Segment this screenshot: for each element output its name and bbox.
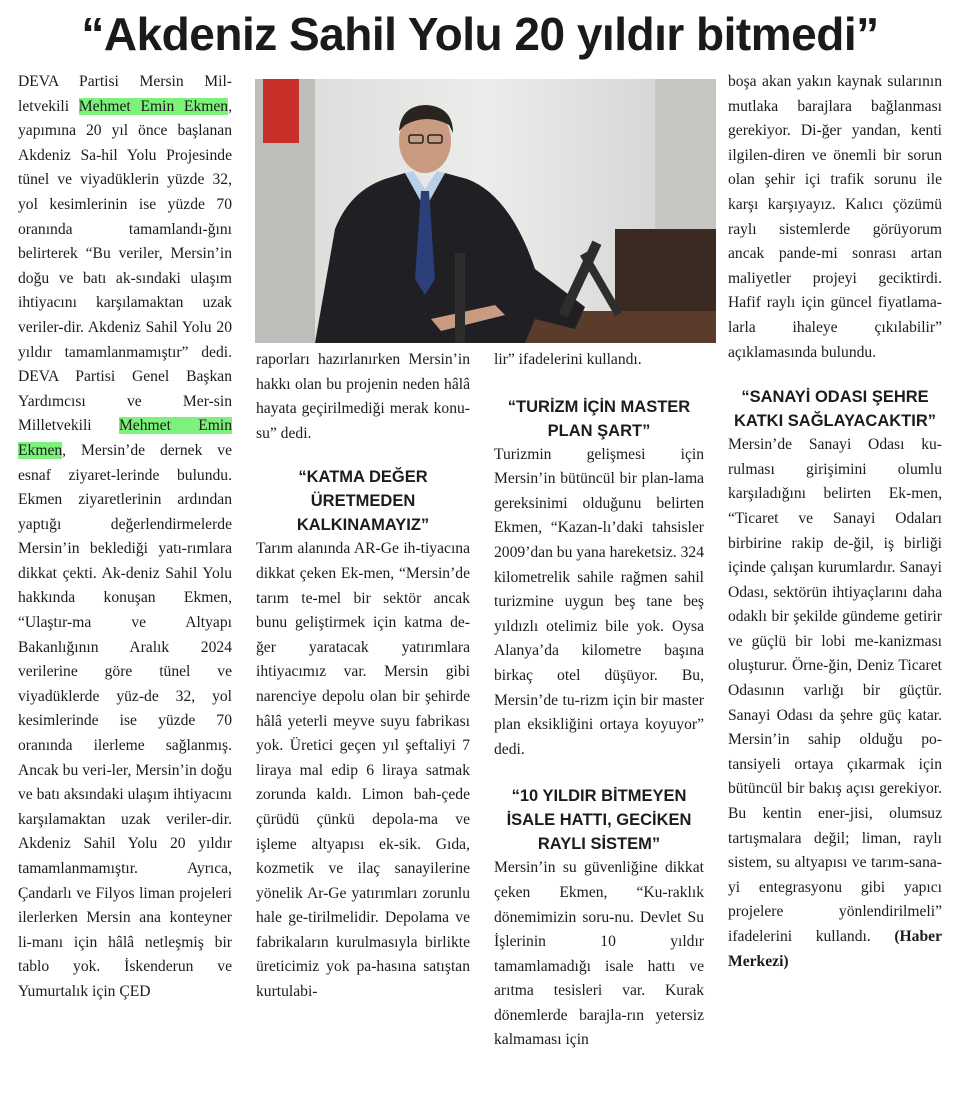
headline: “Akdeniz Sahil Yolu 20 yıldır bitmedi” [81,8,879,60]
politician-photo [255,79,716,343]
section-heading: “10 YILDIR BİTMEYEN İSALE HATTI, GECİKEN RAYLI SİSTEM” [506,787,692,854]
paragraph: boşa akan yakın kaynak sularının mutlaka barajlara bağlanması gerekiyor. Di-ğer yandan, kenti ilgilen-diren ve önemli bir sorun olan şehir içi trafik sorunu ile karşı karşıyayız. Kalıcı çözümü raylı sistemlerde görüyorum ancak pande-mi sonrası artan maliyetler projeyi geciktirdi. Hafif raylı için güncel fiyatlama-larla ihaleye çıkılabilir” açıklamasında bulundu. [728,73,942,361]
paragraph: raporları hazırlanırken Mersin’in hakkı olan bu projenin neden hâlâ hayata geçirilmediği merak konu-su” dedi. [256,351,470,442]
section-heading: “KATMA DEĞER ÜRETMEDEN KALKINAMAYIZ” [296,468,430,535]
intro-paragraph: DEVA Partisi Mersin Mil-letvekili Mehmet Emin Ekmen, yapımına 20 yıl önce başlanan Akdeniz Sa-hil Yolu Projesinde tünel ve viyadüklerin yüzde 32, yol kesimlerinin ise yüzde 70 oranında tamamlandı-ğını belirterek “Bu veriler, Mersin’in doğu ve batı ak-sındaki ulaşım ihtiyacını karşılamaktan uzak veriler-dir. Akdeniz Sahil Yolu 20 yıldır tamamlanmamıştır” dedi. DEVA Partisi Genel Başkan Yardımcısı ve Mer-sin Milletvekili Mehmet Emin Ekmen, Mersin’de dernek ve esnaf ziyaret-lerinde bulundu. Ekmen ziyaretlerinin ardından yaptığı değerlendirmelerde Mersin’in beklediği yatı-rımlara dikkat çekti. Ak-deniz Sahil Yolu hakkında konuşan Ekmen, “Ulaştır-ma ve Altyapı Bakanlığının Aralık 2024 verilerine göre tünel ve viyadüklerde yüz-de 32, yol kesimlerinde ise yüzde 70 oranında ilerleme sağlanmış. Ancak bu veri-ler, Mersin’in doğu ve batı aksındaki ulaşım ihtiyacını karşılamaktan uzak veriler-dir. Akdeniz Sahil Yolu 20 yıldır tamamlanmamıştır. Ayrıca, Çandarlı ve Filyos liman projeleri ilerlerken Mersin ana konteyner li-manı için hâlâ netleşmiş bir tablo yok. İskenderun ve Yumurtalık için ÇED [18,73,233,1000]
section-heading: “TURİZM İÇİN MASTER PLAN ŞART” [507,397,691,440]
highlighted-name: Mehmet Emin Ekmen [18,417,232,459]
paragraph: Mersin’in su güvenliğine dikkat çeken Ekmen, “Ku-raklık dönemimizin soru-nu. Devlet Su İşlerinin 10 yıldır tamamlamadığı isale hattı ve arıtma tesisleri var. Kurak dönemlerde barajla-rın yetersiz kalmaması için [494,859,704,1049]
paragraph: Mersin’de Sanayi Odası ku-rulması girişimini olumlu karşıladığını belirten Ek-men, “Ticaret ve Sanayi Odaları birbirine rakip de-ğil, iş birliği içinde çalışan kurumlardır. Sanayi Odası, sektörün ihtiyaçlarını daha odaklı bir şekilde gündeme getirir ve güçlü bir lobi me-kanizması oluşturur. Örne-ğin, Deniz Ticaret Odasının varlığı bir güçtür. Sanayi Odası da şehre güç katar. Mersin’in sahip olduğu po-tansiyeli ortaya çıkarmak için bütüncül bir bakış açısı gerekiyor. Bu kentin ener-jisi, olumsuz tartışmalara değil; liman, raylı sistem, su altyapısı ve tarım-sana-yi entegrasyonu gibi yapıcı projelere yönlendirilmeli” ifadelerini kullandı. (Haber Merkezi) [728,436,942,970]
column-2 [256,348,470,1005]
column-1 [18,70,232,1005]
paragraph: lir” ifadelerini kullandı. [494,351,642,368]
column-3 [494,348,704,1053]
highlighted-name: Mehmet Emin Ekmen [78,97,229,115]
byline: (Haber Merkezi) [728,928,942,970]
column-4 [728,70,942,974]
section-heading: “SANAYİ ODASI ŞEHRE KATKI SAĞLAYACAKTIR” [734,388,936,431]
paragraph: Turizmin gelişmesi için Mersin’in bütüncül bir plan-lama gereksinimi olduğunu belirten Ekmen, “Kazan-lı’daki tahsisler 2009’dan bu yana hareketsiz. 324 kilometrelik sahile rağmen sahil turizmine uygun beş tane beş yıldızlı otelimiz bile yok. Oysa Alanya’da kilometre başına birkaç otel düşüyor. Bu, Mersin’de tu-rizm için bir master plan eksikliğini ortaya koyuyor” dedi. [494,445,705,758]
paragraph: Tarım alanında AR-Ge ih-tiyacına dikkat çeken Ek-men, “Mersin’de tarım te-mel bir sektör ancak bunu geliştirmek için katma de-ğer yaratacak yatırımlara ihtiyacımız var. Mersin gibi narenciye depolu olan bir şehirde hâlâ yeterli meyve suyu fabrikası yok. Üretici geçen yıl şeftaliyi 7 liraya mal edip 6 liraya satmak zorunda kaldı. Limon bah-çede çürüdü çünkü depola-ma ve işleme altyapısı ek-sik. Gıda, kozmetik ve ilaç sanayilerine yönelik Ar-Ge yatırımları zorunlu hale ge-tirilmelidir. Depolama ve fabrikaların kurulmasıyla birlikte üreticimiz yok pa-hasına satıştan kurtulabi- [256,540,470,1001]
